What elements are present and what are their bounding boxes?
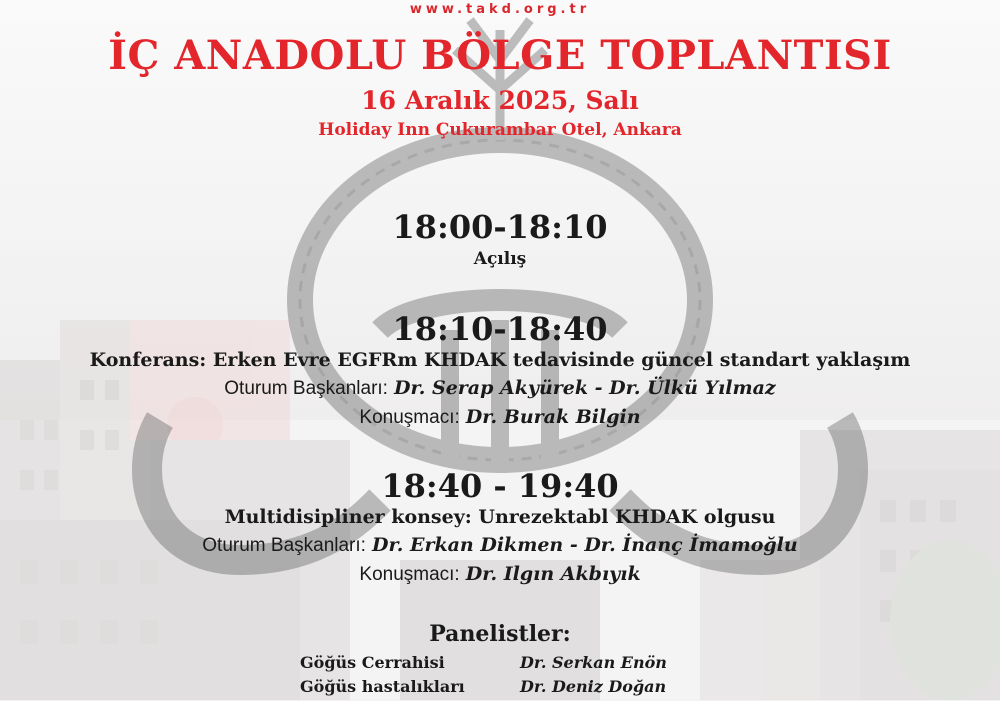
panelist-name: Dr. Deniz Doğan [520, 677, 667, 696]
session-time: 18:00-18:10 [392, 208, 608, 246]
chairs-label: Oturum Başkanları: [224, 378, 388, 399]
panelist-role: Göğüs Cerrahisi [300, 653, 445, 672]
session-speaker [0, 406, 1000, 429]
session-chairs [0, 377, 1000, 400]
panelist-name: Dr. Serkan Enön [520, 653, 667, 672]
speaker-name: Dr. Ilgın Akbıyık [465, 563, 641, 585]
event-date: 16 Aralık 2025, Salı [361, 86, 639, 115]
chairs-names: Dr. Serap Akyürek - Dr. Ülkü Yılmaz [394, 377, 776, 399]
session-speaker [0, 563, 1000, 586]
website-url[interactable]: www.takd.org.tr [409, 2, 591, 17]
session-topic: Konferans: Erken Evre EGFRm KHDAK tedavisinde güncel standart yaklaşım [89, 349, 911, 371]
session-topic: Multidisipliner konsey: Unrezektabl KHDAK olgusu [224, 506, 776, 528]
speaker-name: Dr. Burak Bilgin [465, 406, 641, 428]
panel-title: Panelistler: [429, 621, 571, 647]
chairs-names: Dr. Erkan Dikmen - Dr. İnanç İmamoğlu [371, 534, 798, 556]
chairs-label: Oturum Başkanları: [202, 535, 366, 556]
session-time: 18:40 - 19:40 [381, 467, 619, 505]
session-chairs [0, 534, 1000, 557]
panelist-row [0, 653, 1000, 677]
event-venue: Holiday Inn Çukurambar Otel, Ankara [318, 120, 682, 140]
event-title: İÇ ANADOLU BÖLGE TOPLANTISI [108, 32, 892, 79]
speaker-label: Konuşmacı: [359, 407, 460, 428]
session-topic: Açılış [473, 249, 527, 269]
session-time: 18:10-18:40 [392, 310, 608, 348]
speaker-label: Konuşmacı: [359, 564, 460, 585]
panelist-role: Göğüs hastalıkları [300, 677, 465, 696]
panelist-row [0, 677, 1000, 701]
